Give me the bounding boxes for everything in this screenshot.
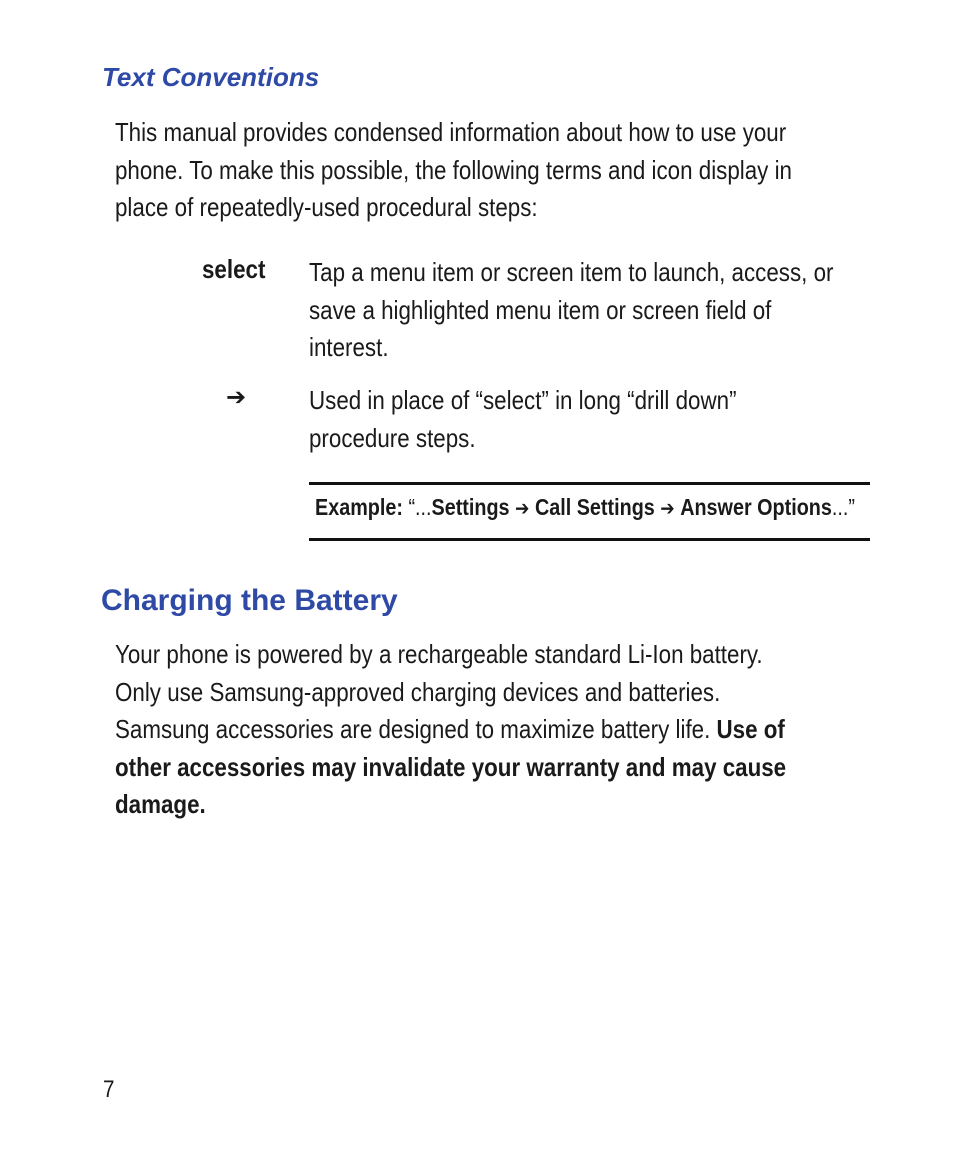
- intro-line: This manual provides condensed information about how to use your: [115, 117, 787, 147]
- arrow-icon: ➔: [226, 383, 247, 411]
- example-bottom-rule: [309, 538, 870, 541]
- arrow-icon: ➔: [660, 496, 675, 520]
- charging-line: Your phone is powered by a rechargeable standard Li-Ion battery.: [115, 639, 763, 669]
- example-open-quote: “...: [408, 494, 432, 520]
- warning-text: Use of: [716, 714, 785, 744]
- example-step-answer-options: Answer Options: [680, 494, 832, 520]
- arrow-icon: ➔: [515, 496, 530, 520]
- section-heading-charging: Charging the Battery: [101, 584, 398, 617]
- charging-line: [115, 711, 785, 749]
- example-step-call-settings: Call Settings: [534, 494, 655, 520]
- intro-line: phone. To make this possible, the following terms and icon display in: [115, 154, 792, 185]
- intro-paragraph: [115, 114, 885, 227]
- example-top-rule: [309, 482, 870, 485]
- definition-line: Tap a menu item or screen item to launch, access, or: [309, 257, 834, 287]
- example-step-settings: Settings: [431, 494, 510, 520]
- example-label: Example:: [315, 494, 403, 520]
- section-heading-text-conventions: Text Conventions: [102, 62, 320, 92]
- example-close-quote: ...”: [831, 494, 855, 520]
- charging-paragraph: [115, 636, 885, 824]
- warning-line: damage.: [115, 789, 206, 819]
- page-number: 7: [103, 1076, 115, 1103]
- definition-line: Used in place of “select” in long “drill down”: [309, 385, 737, 415]
- definition-arrow: [309, 382, 889, 457]
- definition-line: save a highlighted menu item or screen field of: [309, 294, 772, 325]
- charging-line-text: Samsung accessories are designed to maximize battery life.: [115, 714, 717, 744]
- definition-line: procedure steps.: [309, 422, 476, 453]
- definition-line: interest.: [309, 332, 389, 362]
- definition-select: [309, 254, 889, 367]
- intro-line: place of repeatedly-used procedural steps:: [115, 192, 538, 222]
- term-select: select: [202, 254, 266, 284]
- charging-line: Only use Samsung-approved charging devices and batteries.: [115, 676, 721, 707]
- example-box: [315, 494, 855, 521]
- warning-line: other accessories may invalidate your warranty and may cause: [115, 751, 787, 782]
